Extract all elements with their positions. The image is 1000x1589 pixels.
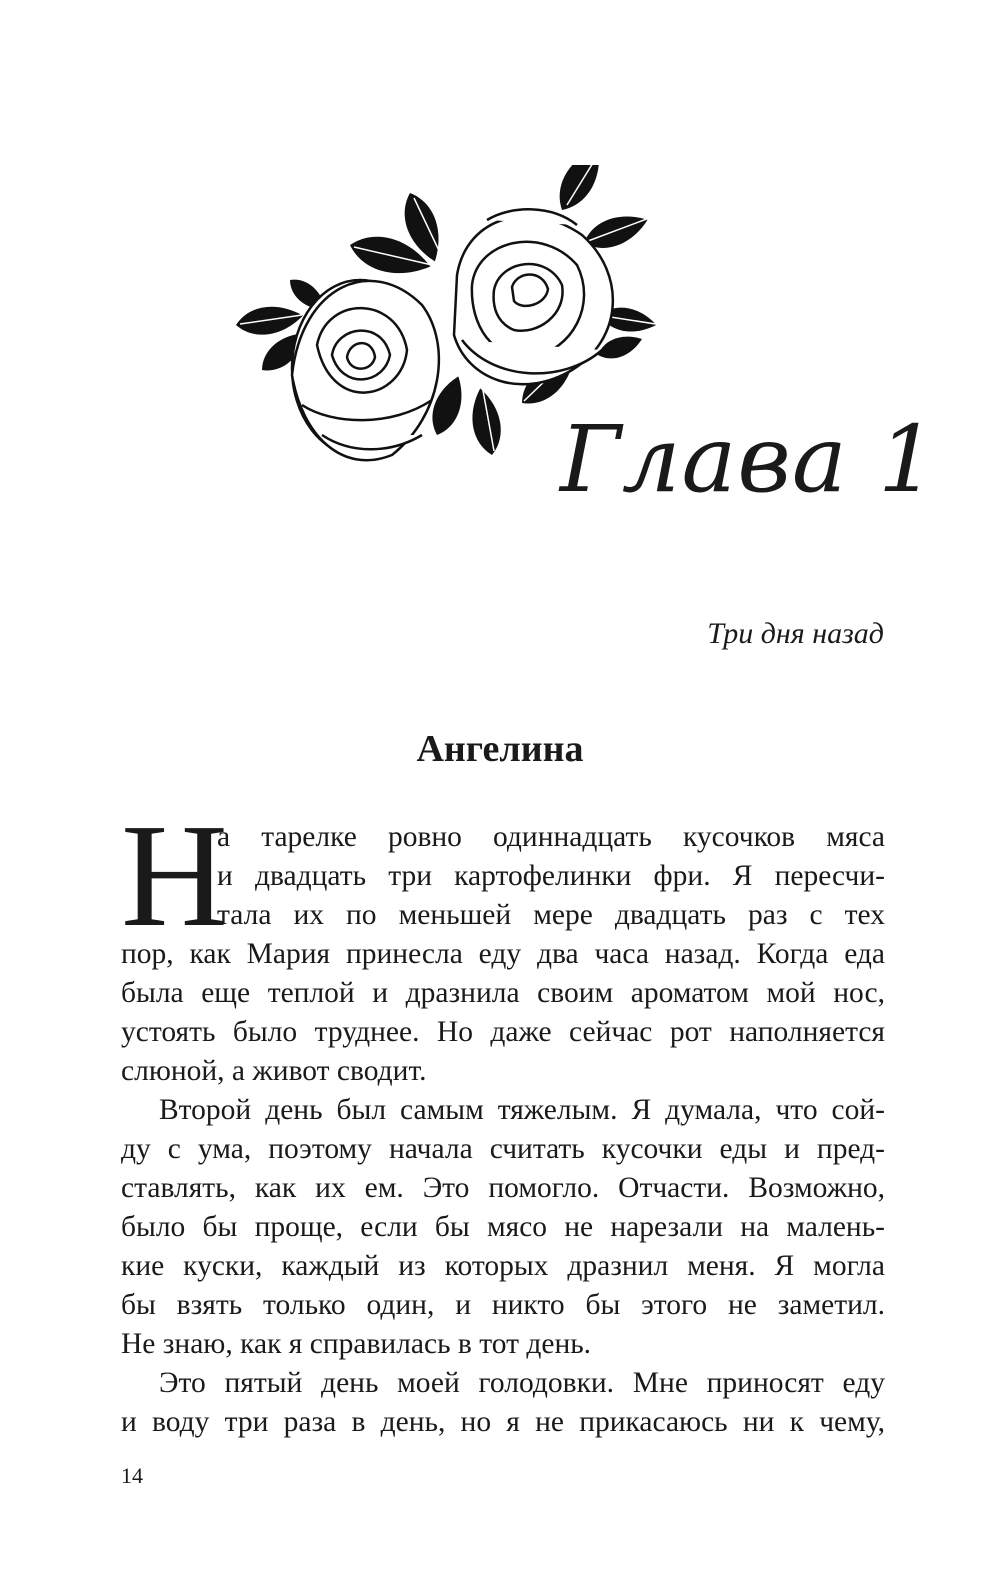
drop-cap: Н bbox=[121, 794, 228, 958]
text-line: слюной, а живот сводит. bbox=[121, 1055, 427, 1087]
text-line: Второй день был самым тяжелым. Я думала, что сой- bbox=[159, 1094, 885, 1126]
text-line: пор, как Мария принесла еду два часа назад. Когда еда bbox=[121, 938, 885, 970]
text-line: тала их по меньшей мере двадцать раз с тех bbox=[217, 899, 885, 931]
page-number: 14 bbox=[121, 1463, 143, 1488]
text-line: а тарелке ровно одиннадцать кусочков мяса bbox=[217, 821, 885, 853]
text-line: Это пятый день моей голодовки. Мне приносят еду bbox=[159, 1367, 885, 1399]
text-line: и двадцать три картофелинки фри. Я пересчи- bbox=[217, 860, 885, 892]
text-line: Не знаю, как я справилась в тот день. bbox=[121, 1328, 592, 1360]
body-text bbox=[121, 794, 885, 1442]
text-line: ставлять, как их ем. Это помогло. Отчасти. Возможно, bbox=[121, 1172, 885, 1204]
text-line: ду с ума, поэтому начала считать кусочки еды и пред- bbox=[121, 1133, 885, 1165]
text-line: и воду три раза в день, но я не прикасаюсь ни к чему, bbox=[121, 1406, 885, 1438]
text-line: было бы проще, если бы мясо не нарезали на малень- bbox=[121, 1211, 885, 1243]
text-line: устоять было труднее. Но даже сейчас рот наполняется bbox=[121, 1016, 885, 1048]
character-heading: Ангелина bbox=[416, 728, 584, 770]
text-line: бы взять только один, и никто бы этого не заметил. bbox=[121, 1289, 885, 1321]
chapter-title: Глава 1 bbox=[560, 406, 938, 513]
text-line: была еще теплой и дразнила своим ароматом мой нос, bbox=[121, 977, 885, 1009]
time-note: Три дня назад bbox=[707, 617, 884, 650]
text-line: кие куски, каждый из которых дразнил меня. Я могла bbox=[121, 1250, 885, 1282]
